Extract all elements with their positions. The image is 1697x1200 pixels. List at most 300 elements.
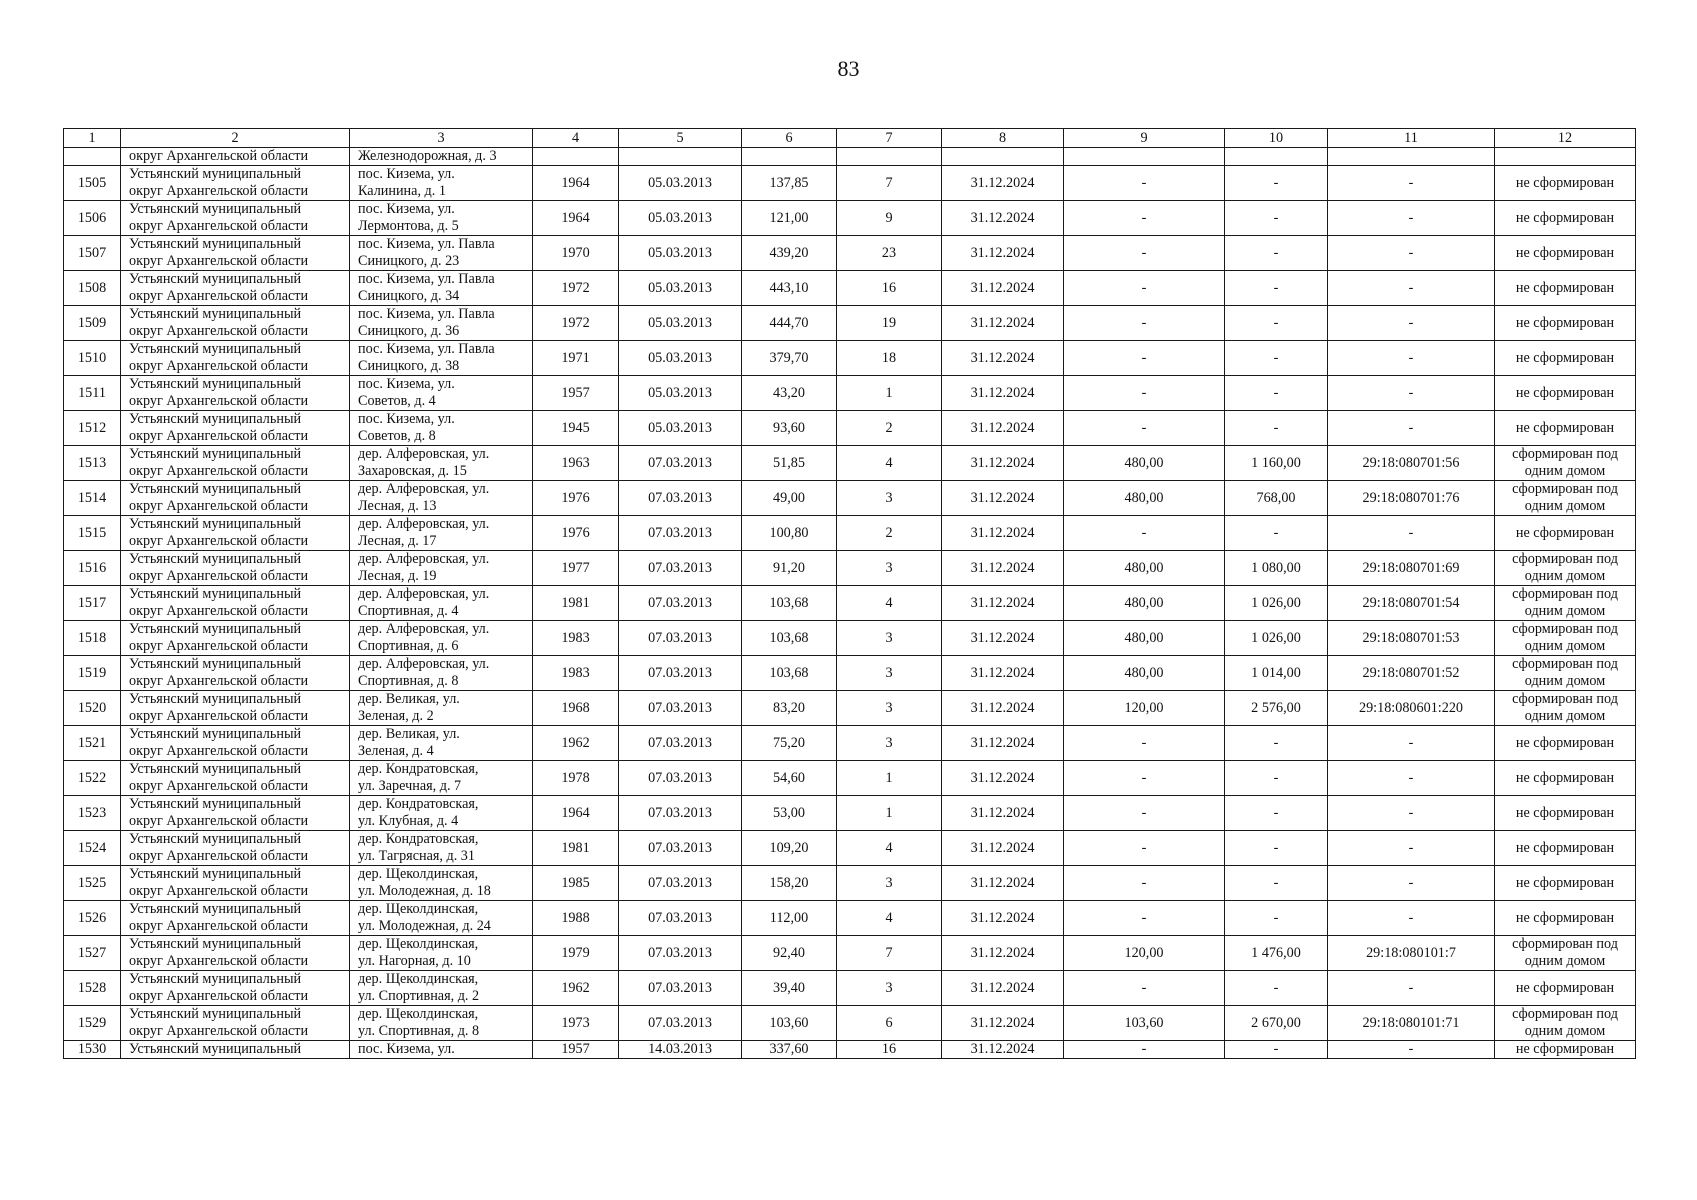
row-number-cell: 1509	[64, 306, 121, 341]
cadastral-number-cell: -	[1328, 341, 1495, 376]
land-status-cell-line: одним домом	[1524, 568, 1606, 584]
area-cell: 83,20	[742, 691, 837, 726]
address-cell-line: пос. Кизема, ул.	[358, 166, 455, 182]
area-cell: 337,60	[742, 1041, 837, 1059]
owner-cell-line: Устьянский муниципальный	[129, 481, 302, 497]
land-status-cell-line: не сформирован	[1515, 244, 1615, 261]
owner-cell	[121, 656, 350, 691]
owner-cell-line: округ Архангельской области	[129, 603, 309, 619]
year-built-cell: 1973	[533, 1006, 619, 1041]
owner-cell-line: Устьянский муниципальный	[129, 236, 302, 252]
address-cell-line: пос. Кизема, ул.	[358, 411, 455, 427]
owner-cell	[121, 866, 350, 901]
owner-cell-line: Устьянский муниципальный	[129, 376, 302, 392]
land-status-cell-line: не сформирован	[1515, 174, 1615, 191]
year-built-cell: 1977	[533, 551, 619, 586]
year-built-cell: 1988	[533, 901, 619, 936]
cadastral-number-cell: -	[1328, 516, 1495, 551]
row-number-cell: 1514	[64, 481, 121, 516]
date-cell: 07.03.2013	[619, 516, 742, 551]
housing-registry-table	[63, 128, 1636, 1059]
date-cell: 07.03.2013	[619, 481, 742, 516]
address-cell	[350, 376, 533, 411]
area-cell: 379,70	[742, 341, 837, 376]
land-status-cell-line: не сформирован	[1515, 524, 1615, 541]
land-status-cell-line: одним домом	[1524, 953, 1606, 969]
cadastral-number-cell: 29:18:080701:53	[1328, 621, 1495, 656]
address-cell	[350, 831, 533, 866]
cadastral-number-cell: -	[1328, 831, 1495, 866]
land-area-cell: -	[1064, 1041, 1225, 1059]
owner-cell-line: Устьянский муниципальный	[129, 831, 302, 847]
owner-cell-line: Устьянский муниципальный	[129, 1006, 302, 1022]
land-area-cell: -	[1064, 726, 1225, 761]
land-status-cell	[1495, 446, 1636, 481]
date-cell: 05.03.2013	[619, 306, 742, 341]
cadastral-number-cell: 29:18:080601:220	[1328, 691, 1495, 726]
table-row	[64, 936, 1636, 971]
land-status-cell	[1495, 1006, 1636, 1041]
land-total-cell: -	[1225, 376, 1328, 411]
land-area-cell: 120,00	[1064, 691, 1225, 726]
deadline-cell: 31.12.2024	[942, 306, 1064, 341]
owner-cell-line: Устьянский муниципальный	[129, 656, 302, 672]
date-cell: 07.03.2013	[619, 796, 742, 831]
residents-cell: 1	[837, 796, 942, 831]
land-total-cell: -	[1225, 726, 1328, 761]
land-total-cell: -	[1225, 166, 1328, 201]
area-cell: 158,20	[742, 866, 837, 901]
address-cell-line: Синицкого, д. 23	[358, 253, 460, 269]
land-total-cell: -	[1225, 306, 1328, 341]
land-area-cell: -	[1064, 306, 1225, 341]
address-cell-line: ул. Спортивная, д. 2	[358, 988, 480, 1004]
land-status-cell	[1495, 656, 1636, 691]
land-status-cell	[1495, 796, 1636, 831]
column-header: 8	[942, 129, 1064, 148]
year-built-cell: 1976	[533, 516, 619, 551]
land-total-cell: -	[1225, 236, 1328, 271]
address-cell-line: Лесная, д. 13	[358, 498, 437, 514]
land-total-cell: 2 670,00	[1225, 1006, 1328, 1041]
address-cell-line: дер. Щеколдинская,	[358, 1006, 479, 1022]
owner-cell-line: Устьянский муниципальный	[129, 971, 302, 987]
area-cell: 92,40	[742, 936, 837, 971]
residents-cell: 4	[837, 831, 942, 866]
owner-cell-line: Устьянский муниципальный	[129, 691, 302, 707]
deadline-cell: 31.12.2024	[942, 516, 1064, 551]
land-status-cell	[1495, 726, 1636, 761]
deadline-cell: 31.12.2024	[942, 761, 1064, 796]
cadastral-number-cell: -	[1328, 1041, 1495, 1059]
year-built-cell: 1983	[533, 621, 619, 656]
land-status-cell	[1495, 481, 1636, 516]
land-status-cell-line: сформирован под	[1512, 936, 1618, 952]
residents-cell: 18	[837, 341, 942, 376]
residents-cell: 1	[837, 376, 942, 411]
owner-cell-line: округ Архангельской области	[129, 288, 309, 304]
address-cell-line: дер. Алферовская, ул.	[358, 446, 490, 462]
owner-cell	[121, 516, 350, 551]
date-cell: 05.03.2013	[619, 271, 742, 306]
address-cell	[350, 481, 533, 516]
owner-cell-line: Устьянский муниципальный	[129, 341, 302, 357]
row-number-cell: 1515	[64, 516, 121, 551]
table-row	[64, 866, 1636, 901]
land-area-cell: -	[1064, 271, 1225, 306]
address-cell	[350, 726, 533, 761]
residents-cell: 3	[837, 551, 942, 586]
date-cell: 05.03.2013	[619, 166, 742, 201]
continuation-row-bottom	[64, 1041, 1636, 1059]
cadastral-number-cell: 29:18:080701:69	[1328, 551, 1495, 586]
residents-cell: 4	[837, 586, 942, 621]
column-header: 6	[742, 129, 837, 148]
land-total-cell: -	[1225, 516, 1328, 551]
deadline-cell: 31.12.2024	[942, 586, 1064, 621]
cadastral-number-cell: 29:18:080701:54	[1328, 586, 1495, 621]
residents-cell: 23	[837, 236, 942, 271]
column-header: 7	[837, 129, 942, 148]
owner-cell-line: округ Архангельской области	[129, 428, 309, 444]
row-number-cell: 1518	[64, 621, 121, 656]
owner-cell	[121, 376, 350, 411]
address-cell-line: дер. Кондратовская,	[358, 761, 479, 777]
address-cell	[350, 1006, 533, 1041]
date-cell: 05.03.2013	[619, 411, 742, 446]
owner-cell-line: округ Архангельской области	[129, 323, 309, 339]
owner-cell	[121, 271, 350, 306]
year-built-cell: 1985	[533, 866, 619, 901]
address-cell	[350, 796, 533, 831]
area-cell: 439,20	[742, 236, 837, 271]
address-cell	[350, 866, 533, 901]
owner-cell-line: Устьянский муниципальный	[129, 411, 302, 427]
year-built-cell: 1983	[533, 656, 619, 691]
cadastral-number-cell: 29:18:080701:52	[1328, 656, 1495, 691]
owner-cell-line: округ Архангельской области	[129, 988, 309, 1004]
area-cell: 121,00	[742, 201, 837, 236]
row-number-cell: 1525	[64, 866, 121, 901]
address-cell-line: дер. Алферовская, ул.	[358, 621, 490, 637]
land-total-cell: 1 026,00	[1225, 586, 1328, 621]
owner-cell-line: округ Архангельской области	[129, 708, 309, 724]
column-header: 3	[350, 129, 533, 148]
year-built-cell: 1981	[533, 586, 619, 621]
deadline-cell: 31.12.2024	[942, 166, 1064, 201]
land-area-cell: -	[1064, 831, 1225, 866]
land-total-cell: 2 576,00	[1225, 691, 1328, 726]
address-cell-line: дер. Кондратовская,	[358, 831, 479, 847]
address-cell	[350, 936, 533, 971]
address-cell-line: Советов, д. 8	[358, 428, 436, 444]
land-area-cell: 120,00	[1064, 936, 1225, 971]
land-area-cell: 480,00	[1064, 621, 1225, 656]
land-status-cell	[1495, 936, 1636, 971]
area-cell: 91,20	[742, 551, 837, 586]
area-cell: 93,60	[742, 411, 837, 446]
owner-cell-line: Устьянский муниципальный	[129, 271, 302, 287]
area-cell: 39,40	[742, 971, 837, 1006]
residents-cell: 3	[837, 726, 942, 761]
date-cell: 07.03.2013	[619, 1006, 742, 1041]
date-cell: 07.03.2013	[619, 726, 742, 761]
cadastral-number-cell: -	[1328, 271, 1495, 306]
date-cell: 07.03.2013	[619, 691, 742, 726]
owner-cell-line: округ Архангельской области	[129, 813, 309, 829]
land-total-cell: -	[1225, 341, 1328, 376]
year-built-cell: 1957	[533, 1041, 619, 1059]
land-total-cell: -	[1225, 901, 1328, 936]
owner-cell-line: Устьянский муниципальный	[129, 726, 302, 742]
cadastral-number-cell: -	[1328, 971, 1495, 1006]
row-number-cell: 1528	[64, 971, 121, 1006]
residents-cell: 7	[837, 166, 942, 201]
table-row	[64, 761, 1636, 796]
address-cell-line: Лесная, д. 17	[358, 533, 437, 549]
address-cell-line: дер. Алферовская, ул.	[358, 481, 490, 497]
table-row	[64, 726, 1636, 761]
land-status-cell-line: не сформирован	[1515, 419, 1615, 436]
land-status-cell	[1495, 586, 1636, 621]
address-cell-line: Синицкого, д. 36	[358, 323, 460, 339]
land-area-cell: -	[1064, 201, 1225, 236]
row-number-cell: 1511	[64, 376, 121, 411]
owner-cell-line: округ Архангельской области	[129, 743, 309, 759]
residents-cell: 9	[837, 201, 942, 236]
cadastral-number-cell: -	[1328, 866, 1495, 901]
table-row	[64, 446, 1636, 481]
address-cell-line: дер. Алферовская, ул.	[358, 551, 490, 567]
address-cell	[350, 901, 533, 936]
land-status-cell	[1495, 901, 1636, 936]
land-total-cell: 1 476,00	[1225, 936, 1328, 971]
owner-cell	[121, 726, 350, 761]
land-status-cell-line: одним домом	[1524, 673, 1606, 689]
table-row	[64, 971, 1636, 1006]
table-row	[64, 306, 1636, 341]
area-cell: 103,60	[742, 1006, 837, 1041]
address-cell-line: дер. Щеколдинская,	[358, 866, 479, 882]
deadline-cell: 31.12.2024	[942, 796, 1064, 831]
land-status-cell-line: одним домом	[1524, 498, 1606, 514]
land-status-cell-line: не сформирован	[1515, 839, 1615, 856]
date-cell: 07.03.2013	[619, 761, 742, 796]
owner-cell	[121, 166, 350, 201]
land-area-cell: 480,00	[1064, 551, 1225, 586]
year-built-cell: 1964	[533, 201, 619, 236]
address-cell	[350, 341, 533, 376]
deadline-cell: 31.12.2024	[942, 656, 1064, 691]
column-header: 2	[121, 129, 350, 148]
deadline-cell: 31.12.2024	[942, 901, 1064, 936]
address-cell-line: дер. Щеколдинская,	[358, 936, 479, 952]
address-cell-line: дер. Кондратовская,	[358, 796, 479, 812]
land-status-cell-line: одним домом	[1524, 463, 1606, 479]
cadastral-number-cell: -	[1328, 201, 1495, 236]
land-status-cell-line: сформирован под	[1512, 586, 1618, 602]
land-status-cell	[1495, 761, 1636, 796]
cadastral-number-cell: -	[1328, 166, 1495, 201]
address-cell-line: Синицкого, д. 34	[358, 288, 460, 304]
row-number-cell: 1505	[64, 166, 121, 201]
area-cell: 137,85	[742, 166, 837, 201]
land-status-cell	[1495, 271, 1636, 306]
deadline-cell: 31.12.2024	[942, 831, 1064, 866]
address-cell-line: Спортивная, д. 6	[358, 638, 459, 654]
address-cell-line: ул. Клубная, д. 4	[358, 813, 459, 829]
residents-cell: 2	[837, 516, 942, 551]
deadline-cell: 31.12.2024	[942, 1041, 1064, 1059]
cadastral-number-cell: 29:18:080101:71	[1328, 1006, 1495, 1041]
page-number: 83	[837, 56, 860, 81]
land-area-cell: -	[1064, 341, 1225, 376]
deadline-cell: 31.12.2024	[942, 971, 1064, 1006]
residents-cell: 3	[837, 691, 942, 726]
column-header: 12	[1495, 129, 1636, 148]
address-cell-line: ул. Заречная, д. 7	[358, 778, 462, 794]
land-area-cell: 103,60	[1064, 1006, 1225, 1041]
cadastral-number-cell: 29:18:080101:7	[1328, 936, 1495, 971]
land-total-cell: -	[1225, 201, 1328, 236]
address-cell	[350, 236, 533, 271]
owner-cell	[121, 796, 350, 831]
year-built-cell: 1979	[533, 936, 619, 971]
land-total-cell: -	[1225, 761, 1328, 796]
year-built-cell: 1972	[533, 271, 619, 306]
address-cell-line: пос. Кизема, ул. Павла	[358, 236, 495, 252]
land-status-cell-line: сформирован под	[1512, 551, 1618, 567]
land-status-cell-line: одним домом	[1524, 1023, 1606, 1039]
residents-cell: 7	[837, 936, 942, 971]
residents-cell: 6	[837, 1006, 942, 1041]
owner-cell-line: округ Архангельской области	[129, 778, 309, 794]
row-number-cell: 1530	[64, 1041, 121, 1059]
land-status-cell-line: сформирован под	[1512, 656, 1618, 672]
address-cell-line: Лермонтова, д. 5	[358, 218, 459, 234]
address-cell	[350, 446, 533, 481]
area-cell: 51,85	[742, 446, 837, 481]
owner-cell-line: округ Архангельской области	[129, 498, 309, 514]
owner-cell	[121, 1006, 350, 1041]
area-cell: 103,68	[742, 621, 837, 656]
land-status-cell-line: одним домом	[1524, 708, 1606, 724]
year-built-cell: 1963	[533, 446, 619, 481]
year-built-cell: 1964	[533, 166, 619, 201]
column-header: 4	[533, 129, 619, 148]
land-total-cell: 768,00	[1225, 481, 1328, 516]
owner-cell	[121, 761, 350, 796]
land-status-cell-line: сформирован под	[1512, 691, 1618, 707]
date-cell: 07.03.2013	[619, 831, 742, 866]
land-area-cell: 480,00	[1064, 481, 1225, 516]
cadastral-number-cell: 29:18:080701:56	[1328, 446, 1495, 481]
owner-cell	[121, 481, 350, 516]
land-area-cell: -	[1064, 516, 1225, 551]
land-area-cell: -	[1064, 761, 1225, 796]
year-built-cell: 1970	[533, 236, 619, 271]
owner-cell-line: Устьянский муниципальный	[129, 621, 302, 637]
table-row	[64, 201, 1636, 236]
cadastral-number-cell: -	[1328, 901, 1495, 936]
address-cell	[350, 656, 533, 691]
land-status-cell	[1495, 691, 1636, 726]
column-header: 5	[619, 129, 742, 148]
table-row	[64, 691, 1636, 726]
area-cell: 75,20	[742, 726, 837, 761]
address-cell-line: дер. Алферовская, ул.	[358, 516, 490, 532]
land-status-cell-line: сформирован под	[1512, 481, 1618, 497]
land-area-cell: -	[1064, 866, 1225, 901]
deadline-cell: 31.12.2024	[942, 726, 1064, 761]
table-row	[64, 341, 1636, 376]
address-cell-line: ул. Спортивная, д. 8	[358, 1023, 480, 1039]
land-area-cell: -	[1064, 411, 1225, 446]
address-cell-line: пос. Кизема, ул.	[358, 201, 455, 217]
residents-cell: 4	[837, 446, 942, 481]
residents-cell: 2	[837, 411, 942, 446]
land-status-cell	[1495, 166, 1636, 201]
cadastral-number-cell: -	[1328, 236, 1495, 271]
table-row	[64, 551, 1636, 586]
area-cell: 444,70	[742, 306, 837, 341]
owner-cell	[121, 936, 350, 971]
owner-cell-line: округ Архангельской области	[129, 953, 309, 969]
residents-cell: 19	[837, 306, 942, 341]
row-number-cell: 1506	[64, 201, 121, 236]
land-status-cell-line: не сформирован	[1515, 314, 1615, 331]
table-row	[64, 516, 1636, 551]
address-cell-line: дер. Великая, ул.	[358, 691, 460, 707]
table-row	[64, 901, 1636, 936]
owner-cell-line: Устьянский муниципальный	[129, 166, 302, 182]
cadastral-number-cell: 29:18:080701:76	[1328, 481, 1495, 516]
land-total-cell: -	[1225, 971, 1328, 1006]
land-status-cell	[1495, 971, 1636, 1006]
owner-cell-line: Устьянский муниципальный	[129, 586, 302, 602]
row-number-cell: 1519	[64, 656, 121, 691]
row-number-cell: 1527	[64, 936, 121, 971]
owner-cell-line: округ Архангельской области	[129, 463, 309, 479]
deadline-cell: 31.12.2024	[942, 201, 1064, 236]
cadastral-number-cell: -	[1328, 411, 1495, 446]
land-status-cell-line: не сформирован	[1515, 804, 1615, 821]
address-cell-line: ул. Нагорная, д. 10	[358, 953, 471, 969]
owner-cell-line: Устьянский муниципальный	[129, 446, 302, 462]
continuation-row-top	[64, 148, 1636, 166]
land-area-cell: -	[1064, 376, 1225, 411]
cadastral-number-cell: -	[1328, 306, 1495, 341]
area-cell: 103,68	[742, 586, 837, 621]
land-total-cell: -	[1225, 866, 1328, 901]
table-row	[64, 166, 1636, 201]
area-cell: 53,00	[742, 796, 837, 831]
owner-cell-line: Устьянский муниципальный	[129, 306, 302, 322]
date-cell: 07.03.2013	[619, 586, 742, 621]
address-cell-line: дер. Великая, ул.	[358, 726, 460, 742]
residents-cell: 16	[837, 1041, 942, 1059]
owner-cell-line: Устьянский муниципальный	[129, 866, 302, 882]
owner-cell-line: округ Архангельской области	[129, 673, 309, 689]
deadline-cell: 31.12.2024	[942, 271, 1064, 306]
row-number-cell: 1507	[64, 236, 121, 271]
year-built-cell: 1962	[533, 726, 619, 761]
year-built-cell: 1981	[533, 831, 619, 866]
row-number-cell: 1521	[64, 726, 121, 761]
land-total-cell: -	[1225, 271, 1328, 306]
land-status-cell	[1495, 236, 1636, 271]
land-status-cell	[1495, 306, 1636, 341]
